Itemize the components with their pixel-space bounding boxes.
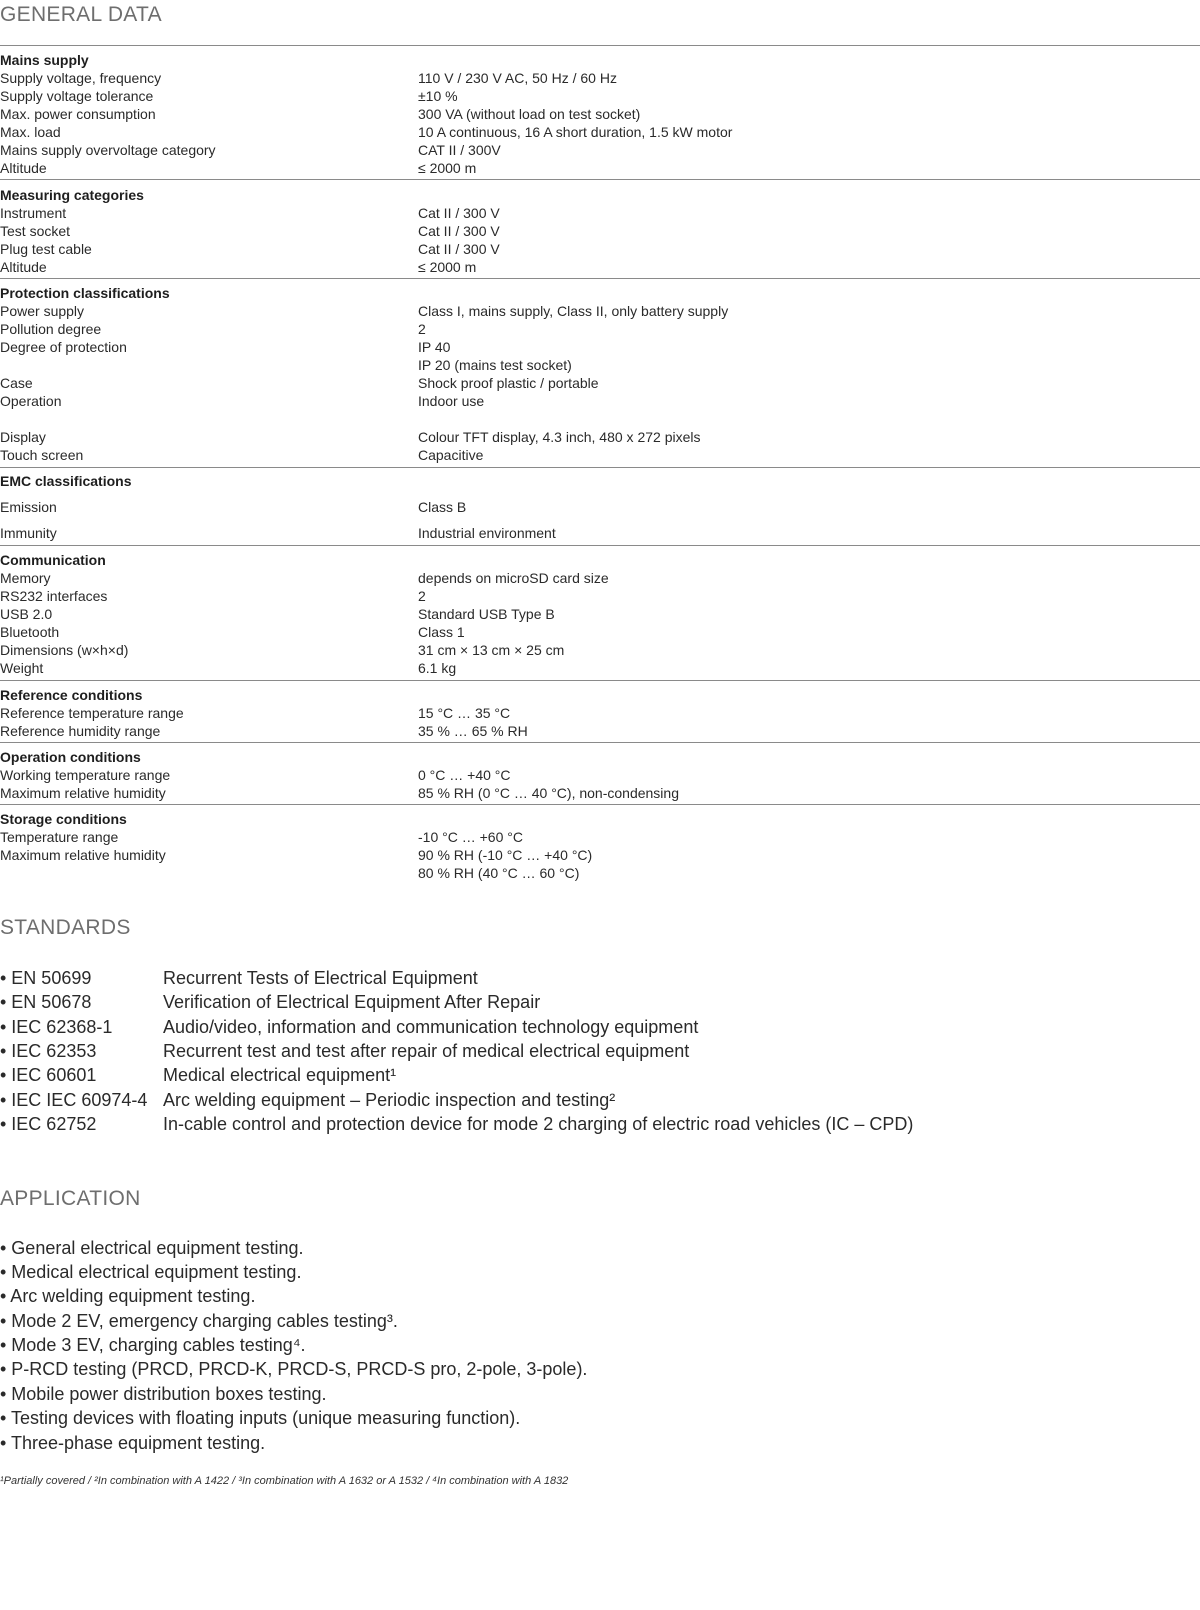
divider: [0, 45, 1200, 46]
spec-label: Altitude: [0, 259, 47, 275]
spec-value: CAT II / 300V: [418, 142, 501, 158]
standard-code: • IEC 62368-1: [0, 1017, 113, 1037]
standard-code: • IEC 62353: [0, 1041, 97, 1061]
spec-label: Test socket: [0, 223, 71, 239]
spec-label: Pollution degree: [0, 321, 102, 337]
spec-label: Immunity: [0, 525, 57, 541]
general-data-heading: GENERAL DATA: [0, 3, 162, 26]
spec-value: 90 % RH (-10 °C … +40 °C): [418, 847, 593, 863]
standard-description: In-cable control and protection device for mode 2 charging of electric road vehicles (IC – CPD): [163, 1114, 914, 1134]
spec-label: Instrument: [0, 205, 67, 221]
application-heading: APPLICATION: [0, 1187, 141, 1210]
standard-description: Audio/video, information and communication technology equipment: [163, 1017, 699, 1037]
spec-value: 6.1 kg: [418, 660, 457, 676]
spec-value: Capacitive: [418, 447, 484, 463]
section-title-mains-supply: Mains supply: [0, 52, 89, 68]
section-title-storage-conditions: Storage conditions: [0, 811, 127, 827]
application-item: • Testing devices with floating inputs (unique measuring function).: [0, 1408, 521, 1428]
spec-label: Working temperature range: [0, 767, 171, 783]
spec-label: Supply voltage, frequency: [0, 70, 162, 86]
spec-label: Memory: [0, 570, 51, 586]
spec-label: Reference humidity range: [0, 723, 161, 739]
spec-label: Maximum relative humidity: [0, 785, 166, 801]
spec-value: depends on microSD card size: [418, 570, 609, 586]
standard-description: Recurrent Tests of Electrical Equipment: [163, 968, 478, 988]
spec-value: IP 40: [418, 339, 451, 355]
divider: [0, 545, 1200, 546]
spec-value: 85 % RH (0 °C … 40 °C), non-condensing: [418, 785, 679, 801]
divider: [0, 278, 1200, 279]
spec-value: Standard USB Type B: [418, 606, 555, 622]
application-item: • P-RCD testing (PRCD, PRCD-K, PRCD-S, PRCD-S pro, 2-pole, 3-pole).: [0, 1359, 588, 1379]
spec-label: Case: [0, 375, 33, 391]
divider: [0, 467, 1200, 468]
spec-value: Cat II / 300 V: [418, 223, 500, 239]
standard-code: • EN 50678: [0, 992, 92, 1012]
spec-label: Weight: [0, 660, 44, 676]
spec-value: Colour TFT display, 4.3 inch, 480 x 272 pixels: [418, 429, 701, 445]
spec-value: ≤ 2000 m: [418, 259, 477, 275]
spec-label: Max. load: [0, 124, 61, 140]
spec-value: Cat II / 300 V: [418, 205, 500, 221]
section-title-emc-classifications: EMC classifications: [0, 473, 132, 489]
standard-code: • EN 50699: [0, 968, 92, 988]
spec-label: Touch screen: [0, 447, 84, 463]
spec-value: Cat II / 300 V: [418, 241, 500, 257]
divider: [0, 680, 1200, 681]
spec-label: Max. power consumption: [0, 106, 156, 122]
spec-label: Mains supply overvoltage category: [0, 142, 216, 158]
spec-label: Altitude: [0, 160, 47, 176]
spec-value: Class I, mains supply, Class II, only battery supply: [418, 303, 729, 319]
spec-value: 0 °C … +40 °C: [418, 767, 511, 783]
spec-value: Indoor use: [418, 393, 485, 409]
spec-label: Maximum relative humidity: [0, 847, 166, 863]
standard-code: • IEC 62752: [0, 1114, 97, 1134]
spec-label: Supply voltage tolerance: [0, 88, 154, 104]
spec-value: 2: [418, 321, 426, 337]
spec-label: Operation: [0, 393, 62, 409]
standard-description: Verification of Electrical Equipment After Repair: [163, 992, 541, 1012]
spec-label: Bluetooth: [0, 624, 60, 640]
application-item: • Three-phase equipment testing.: [0, 1433, 266, 1453]
spec-label: RS232 interfaces: [0, 588, 108, 604]
section-title-reference-conditions: Reference conditions: [0, 687, 143, 703]
standard-description: Medical electrical equipment¹: [163, 1065, 397, 1085]
spec-value: 15 °C … 35 °C: [418, 705, 511, 721]
spec-value: 31 cm × 13 cm × 25 cm: [418, 642, 565, 658]
spec-value: IP 20 (mains test socket): [418, 357, 572, 373]
spec-label: Dimensions (w×h×d): [0, 642, 129, 658]
spec-label: USB 2.0: [0, 606, 53, 622]
standard-code: • IEC IEC 60974-4: [0, 1090, 148, 1110]
section-title-measuring-categories: Measuring categories: [0, 187, 144, 203]
divider: [0, 742, 1200, 743]
application-item: • Mode 2 EV, emergency charging cables testing³.: [0, 1311, 398, 1331]
spec-label: Display: [0, 429, 46, 445]
spec-value: 2: [418, 588, 426, 604]
application-item: • Arc welding equipment testing.: [0, 1286, 256, 1306]
application-item: • Mode 3 EV, charging cables testing⁴.: [0, 1335, 306, 1355]
standard-description: Arc welding equipment – Periodic inspection and testing²: [163, 1090, 616, 1110]
application-item: • General electrical equipment testing.: [0, 1238, 304, 1258]
spec-value: Shock proof plastic / portable: [418, 375, 599, 391]
standard-code: • IEC 60601: [0, 1065, 97, 1085]
section-title-protection-classifications: Protection classifications: [0, 285, 170, 301]
spec-label: Power supply: [0, 303, 85, 319]
application-item: • Mobile power distribution boxes testing.: [0, 1384, 327, 1404]
spec-value: 35 % … 65 % RH: [418, 723, 528, 739]
section-title-operation-conditions: Operation conditions: [0, 749, 141, 765]
spec-value: ±10 %: [418, 88, 458, 104]
spec-value: 300 VA (without load on test socket): [418, 106, 641, 122]
spec-label: Degree of protection: [0, 339, 127, 355]
application-item: • Medical electrical equipment testing.: [0, 1262, 302, 1282]
spec-value: 110 V / 230 V AC, 50 Hz / 60 Hz: [418, 70, 617, 86]
spec-value: Class 1: [418, 624, 465, 640]
spec-value: 10 A continuous, 16 A short duration, 1.5 kW motor: [418, 124, 733, 140]
spec-value: Class B: [418, 499, 467, 515]
divider: [0, 804, 1200, 805]
section-title-communication: Communication: [0, 552, 106, 568]
spec-value: -10 °C … +60 °C: [418, 829, 523, 845]
spec-value: 80 % RH (40 °C … 60 °C): [418, 865, 580, 881]
spec-label: Reference temperature range: [0, 705, 184, 721]
divider: [0, 179, 1200, 180]
standards-heading: STANDARDS: [0, 916, 131, 939]
spec-label: Plug test cable: [0, 241, 92, 257]
spec-value: Industrial environment: [418, 525, 556, 541]
spec-label: Temperature range: [0, 829, 119, 845]
spec-value: ≤ 2000 m: [418, 160, 477, 176]
spec-label: Emission: [0, 499, 57, 515]
footnote: ¹Partially covered / ²In combination with A 1422 / ³In combination with A 1632 or A 1532 / ⁴In combination with A 1832: [0, 1475, 569, 1487]
standard-description: Recurrent test and test after repair of medical electrical equipment: [163, 1041, 690, 1061]
